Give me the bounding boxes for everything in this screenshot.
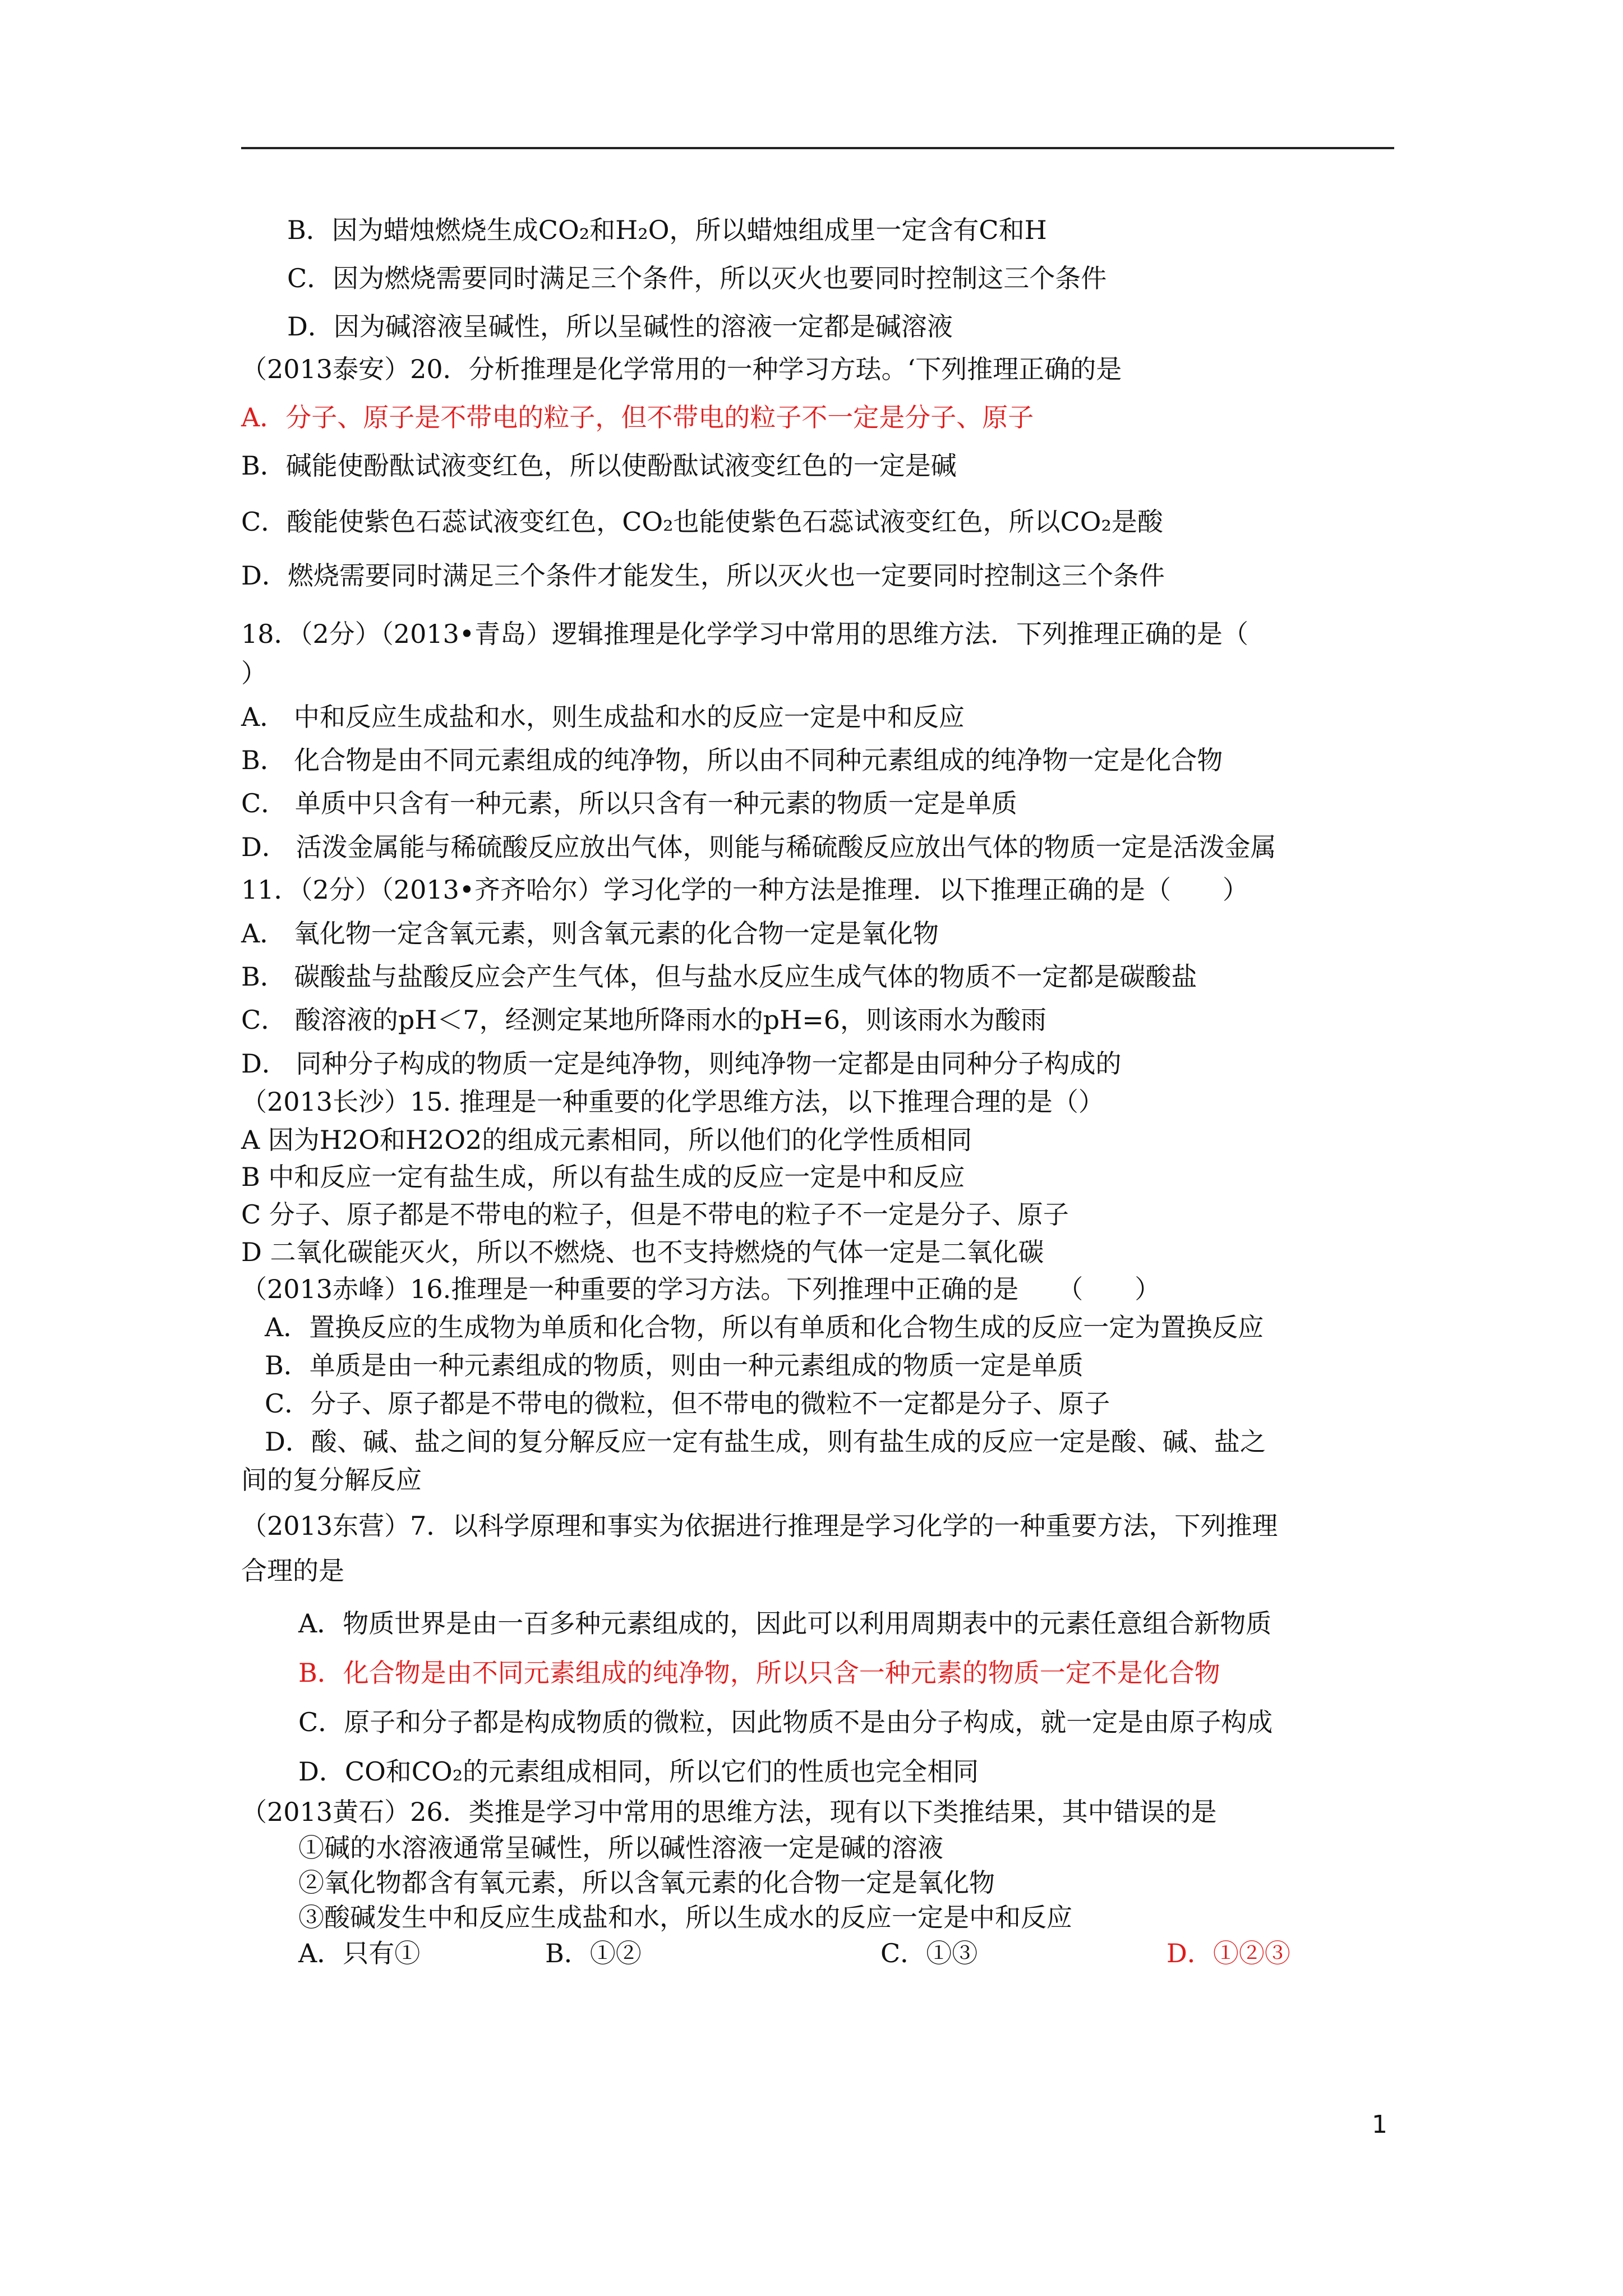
text-line: C．酸能使紫色石蕊试液变红色，CO₂也能使紫色石蕊试液变红色，所以CO₂是酸	[241, 507, 1163, 537]
text-line: B． 化合物是由不同元素组成的纯净物，所以由不同种元素组成的纯净物一定是化合物	[241, 745, 1223, 775]
text-line: D．燃烧需要同时满足三个条件才能发生，所以灭火也一定要同时控制这三个条件	[241, 560, 1165, 591]
page-number: 1	[1372, 2110, 1387, 2139]
header-rule	[241, 147, 1394, 149]
text-line: C．因为燃烧需要同时满足三个条件，所以灭火也要同时控制这三个条件	[287, 263, 1107, 293]
text-line: D． 活泼金属能与稀硫酸反应放出气体，则能与稀硫酸反应放出气体的物质一定是活泼金属	[241, 832, 1276, 862]
question-heading: （2013长沙）15. 推理是一种重要的化学思维方法，以下推理合理的是（）	[241, 1087, 1104, 1117]
text-line: D．CO和CO₂的元素组成相同，所以它们的性质也完全相同	[298, 1756, 979, 1787]
text-line: B 中和反应一定有盐生成，所以有盐生成的反应一定是中和反应	[241, 1162, 965, 1192]
text-line: D． 同种分子构成的物质一定是纯净物，则纯净物一定都是由同种分子构成的	[241, 1048, 1122, 1079]
question-heading: （2013东营）7．以科学原理和事实为依据进行推理是学习化学的一种重要方法，下列推理	[241, 1511, 1278, 1541]
option-b: B．①②	[545, 1938, 642, 1968]
text-line: B．单质是由一种元素组成的物质，则由一种元素组成的物质一定是单质	[265, 1350, 1083, 1381]
text-line: C．原子和分子都是构成物质的微粒，因此物质不是由分子构成，就一定是由原子构成	[298, 1707, 1273, 1737]
text-line: 间的复分解反应	[241, 1465, 422, 1495]
text-line: C． 酸溶液的pH＜7，经测定某地所降雨水的pH=6，则该雨水为酸雨	[241, 1005, 1047, 1035]
text-line: B．碱能使酚酞试液变红色，所以使酚酞试液变红色的一定是碱	[241, 450, 957, 481]
text-line: ③酸碱发生中和反应生成盐和水，所以生成水的反应一定是中和反应	[298, 1902, 1072, 1932]
text-line: A． 中和反应生成盐和水，则生成盐和水的反应一定是中和反应	[241, 702, 965, 732]
question-heading: （2013黄石）26．类推是学习中常用的思维方法，现有以下类推结果，其中错误的是	[241, 1797, 1217, 1827]
text-line: C．分子、原子都是不带电的微粒，但不带电的微粒不一定都是分子、原子	[265, 1388, 1110, 1419]
option-d-answer: D．①②③	[1166, 1938, 1290, 1968]
text-line: A 因为H2O和H2O2的组成元素相同，所以他们的化学性质相同	[241, 1125, 972, 1155]
text-line: A．物质世界是由一百多种元素组成的，因此可以利用周期表中的元素任意组合新物质	[298, 1608, 1272, 1639]
question-heading: 18．（2分）（2013•青岛）逻辑推理是化学学习中常用的思维方法．下列推理正确的是（	[241, 619, 1248, 649]
text-line: D．因为碱溶液呈碱性，所以呈碱性的溶液一定都是碱溶液	[287, 311, 953, 342]
question-heading: （2013泰安）20．分析推理是化学常用的一种学习方珐。‘下列推理正确的是	[241, 354, 1122, 384]
text-line: C． 单质中只含有一种元素，所以只含有一种元素的物质一定是单质	[241, 788, 1017, 818]
text-line: A． 氧化物一定含氧元素，则含氧元素的化合物一定是氧化物	[241, 918, 939, 949]
text-line: 合理的是	[241, 1556, 344, 1586]
question-heading: （2013赤峰）16.推理是一种重要的学习方法。下列推理中正确的是 （ ）	[241, 1274, 1161, 1304]
answer-option: B．化合物是由不同元素组成的纯净物，所以只含一种元素的物质一定不是化合物	[298, 1658, 1220, 1688]
text-line: A．置换反应的生成物为单质和化合物，所以有单质和化合物生成的反应一定为置换反应	[265, 1312, 1264, 1342]
text-line: ①碱的水溶液通常呈碱性，所以碱性溶液一定是碱的溶液	[298, 1833, 943, 1863]
question-heading: 11．（2分）（2013•齐齐哈尔）学习化学的一种方法是推理．以下推理正确的是（ ）	[241, 875, 1248, 905]
text-line: D．酸、碱、盐之间的复分解反应一定有盐生成，则有盐生成的反应一定是酸、碱、盐之	[265, 1427, 1266, 1457]
answer-option: A．分子、原子是不带电的粒子，但不带电的粒子不一定是分子、原子	[241, 402, 1034, 432]
text-line: C 分子、原子都是不带电的粒子，但是不带电的粒子不一定是分子、原子	[241, 1199, 1069, 1230]
text-line: B．因为蜡烛燃烧生成CO₂和H₂O，所以蜡烛组成里一定含有C和H	[287, 215, 1047, 245]
text-line: D 二氧化碳能灭火，所以不燃烧、也不支持燃烧的气体一定是二氧化碳	[241, 1237, 1044, 1267]
text-line: B． 碳酸盐与盐酸反应会产生气体，但与盐水反应生成气体的物质不一定都是碳酸盐	[241, 961, 1197, 992]
text-line: ）	[241, 658, 267, 688]
option-a: A．只有①	[298, 1938, 421, 1968]
text-line: ②氧化物都含有氧元素，所以含氧元素的化合物一定是氧化物	[298, 1867, 995, 1898]
option-c: C．①③	[880, 1938, 978, 1968]
